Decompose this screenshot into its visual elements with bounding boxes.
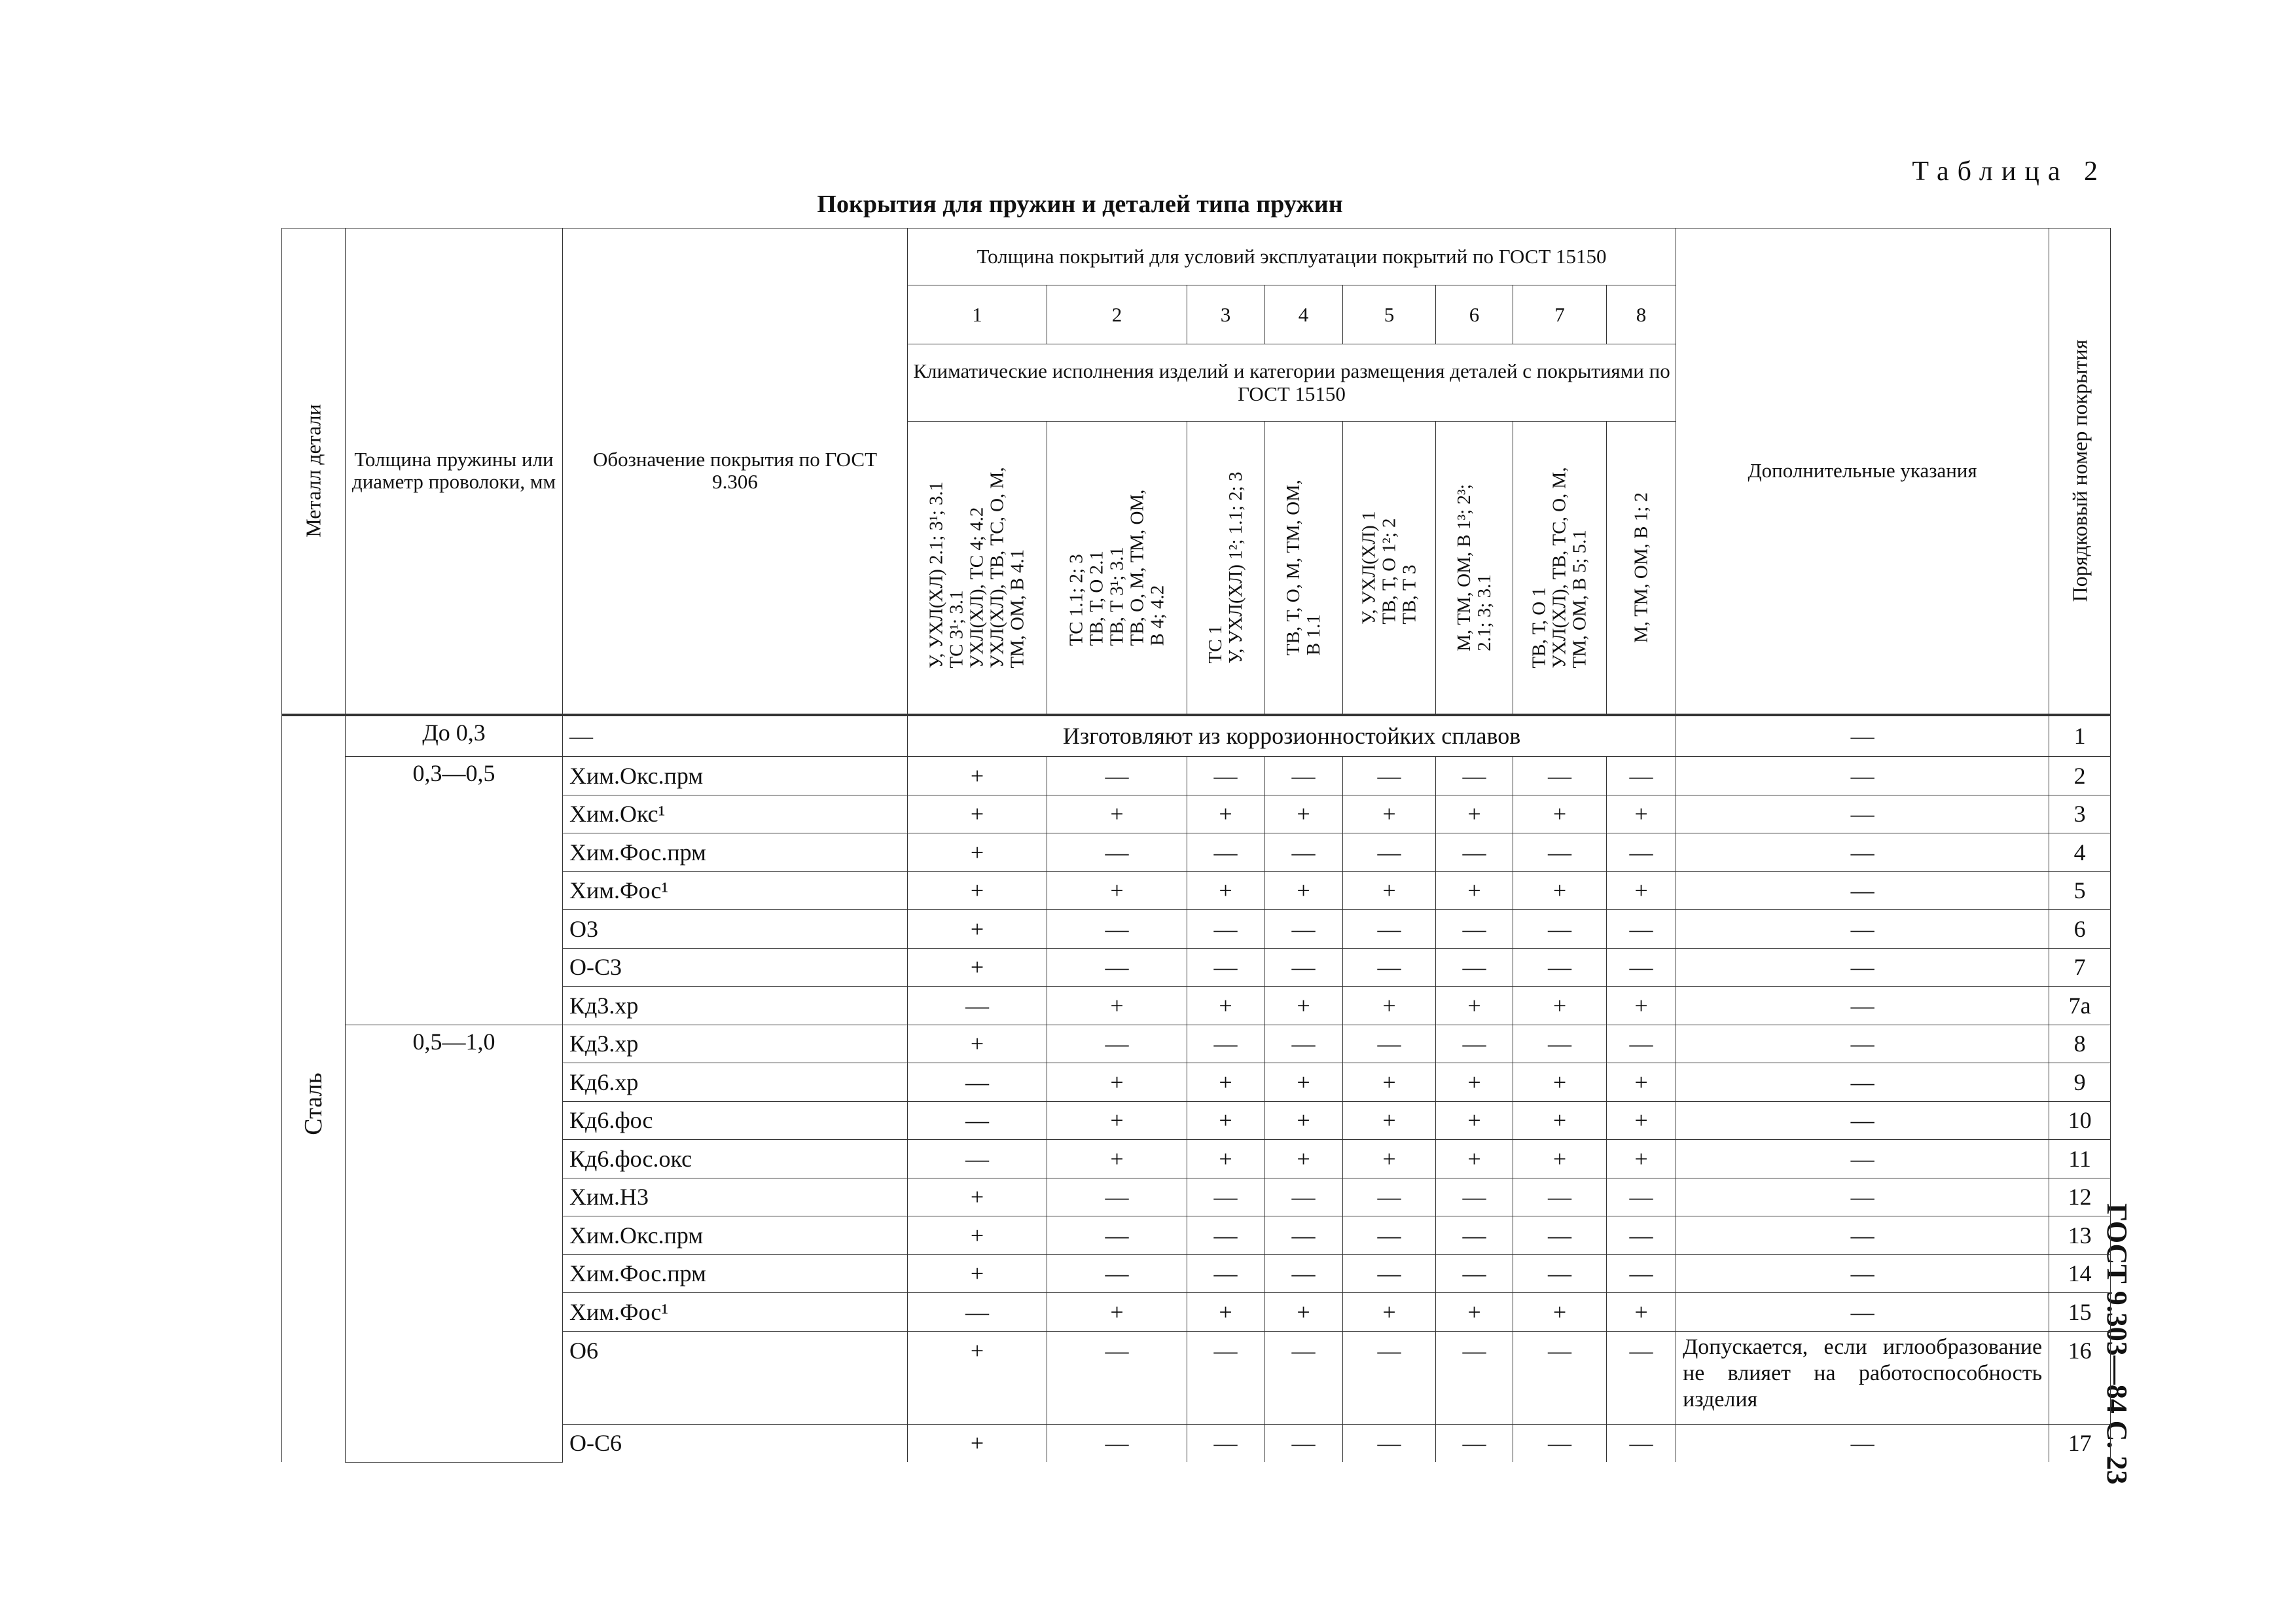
mark-cell: — <box>1436 757 1513 795</box>
header-designation: Обозначение покрытия по ГОСТ 9.306 <box>563 228 908 715</box>
order-cell: 3 <box>2049 795 2111 833</box>
header-order <box>2049 228 2111 715</box>
mark-cell: — <box>1187 1216 1265 1255</box>
order-cell: 14 <box>2049 1254 2111 1293</box>
mark-cell: — <box>1343 1025 1436 1063</box>
mark-cell: + <box>1187 1101 1265 1140</box>
climate-text-8: М, ТМ, ОМ, В 1; 2 <box>1630 492 1652 643</box>
mark-cell: — <box>1513 833 1607 872</box>
header-order-label: Порядковый номер покрытия <box>2068 339 2092 602</box>
mark-cell: + <box>908 910 1047 949</box>
metal-label: Сталь <box>300 1072 327 1135</box>
note-cell: — <box>1676 910 2049 949</box>
mark-cell: — <box>1265 948 1343 987</box>
header-climate: Климатические исполнения изделий и категории размещения деталей с покрытиями по ГОСТ 15150 <box>908 344 1676 422</box>
mark-cell: — <box>1265 1178 1343 1216</box>
condition-number-8: 8 <box>1607 285 1676 344</box>
order-cell: 7а <box>2049 987 2111 1025</box>
mark-cell: — <box>1187 1025 1265 1063</box>
mark-cell: + <box>908 833 1047 872</box>
mark-cell: + <box>1187 1140 1265 1178</box>
mark-cell: — <box>1343 757 1436 795</box>
climate-text-3: ТС 1 У, УХЛ(ХЛ) 1²; 1.1; 2; 3 <box>1204 471 1246 664</box>
mark-cell: — <box>1513 1254 1607 1293</box>
mark-cell: — <box>1607 757 1676 795</box>
mark-cell: — <box>1265 833 1343 872</box>
mark-cell: + <box>1436 987 1513 1025</box>
note-cell: — <box>1676 948 2049 987</box>
note-cell: — <box>1676 1140 2049 1178</box>
mark-cell: — <box>1436 1216 1513 1255</box>
note-cell: — <box>1676 1254 2049 1293</box>
designation-cell: Хим.Фос.прм <box>563 833 908 872</box>
mark-cell: — <box>1607 1178 1676 1216</box>
note-cell: — <box>1676 871 2049 910</box>
mark-cell: — <box>1047 757 1187 795</box>
mark-cell: + <box>1436 1293 1513 1332</box>
climate-header-2 <box>1047 422 1187 715</box>
mark-cell: + <box>1436 1101 1513 1140</box>
climate-text-4: ТВ, Т, О, М, ТМ, ОМ, В 1.1 <box>1282 479 1324 655</box>
designation-cell: Кд6.фос.окс <box>563 1140 908 1178</box>
header-notes: Дополнительные указания <box>1676 228 2049 715</box>
mark-cell: + <box>1047 871 1187 910</box>
note-cell: — <box>1676 757 2049 795</box>
mark-cell: + <box>908 795 1047 833</box>
mark-cell: + <box>908 948 1047 987</box>
note-cell: — <box>1676 1025 2049 1063</box>
designation-cell: Кд6.хр <box>563 1063 908 1102</box>
span-text-cell: Изготовляют из коррозионностойких сплавов <box>908 715 1676 757</box>
order-cell: 13 <box>2049 1216 2111 1255</box>
designation-cell: Хим.Окс.прм <box>563 1216 908 1255</box>
condition-number-2: 2 <box>1047 285 1187 344</box>
designation-cell: О-С3 <box>563 948 908 987</box>
mark-cell: + <box>1513 1293 1607 1332</box>
mark-cell: — <box>1265 910 1343 949</box>
mark-cell: — <box>1047 1025 1187 1063</box>
mark-cell: — <box>1513 910 1607 949</box>
mark-cell: + <box>1436 1140 1513 1178</box>
note-cell: — <box>1676 795 2049 833</box>
mark-cell: — <box>1265 1025 1343 1063</box>
mark-cell: + <box>1047 795 1187 833</box>
mark-cell: + <box>1047 1293 1187 1332</box>
mark-cell: + <box>908 1025 1047 1063</box>
mark-cell: — <box>1436 1025 1513 1063</box>
mark-cell: — <box>1047 1424 1187 1462</box>
mark-cell: + <box>908 757 1047 795</box>
mark-cell: + <box>1187 1293 1265 1332</box>
mark-cell: — <box>1187 1424 1265 1462</box>
condition-number-7: 7 <box>1513 285 1607 344</box>
mark-cell: + <box>1607 1063 1676 1102</box>
note-cell: — <box>1676 833 2049 872</box>
mark-cell: — <box>1513 1025 1607 1063</box>
metal-cell <box>282 715 346 1463</box>
designation-cell: Кд3.хр <box>563 1025 908 1063</box>
mark-cell: — <box>1436 1254 1513 1293</box>
mark-cell: + <box>1343 1063 1436 1102</box>
mark-cell: + <box>1436 871 1513 910</box>
mark-cell: + <box>1047 1063 1187 1102</box>
mark-cell: — <box>1436 833 1513 872</box>
order-cell: 4 <box>2049 833 2111 872</box>
mark-cell: + <box>1513 1140 1607 1178</box>
order-cell: 15 <box>2049 1293 2111 1332</box>
mark-cell: + <box>1047 987 1187 1025</box>
mark-cell: + <box>908 1331 1047 1424</box>
note-cell: — <box>1676 1293 2049 1332</box>
note-cell: — <box>1676 1424 2049 1462</box>
mark-cell: + <box>1436 795 1513 833</box>
order-cell: 10 <box>2049 1101 2111 1140</box>
condition-number-6: 6 <box>1436 285 1513 344</box>
mark-cell: + <box>1513 871 1607 910</box>
mark-cell: + <box>1343 987 1436 1025</box>
mark-cell: — <box>1265 1254 1343 1293</box>
mark-cell: — <box>1343 1178 1436 1216</box>
mark-cell: + <box>1265 1063 1343 1102</box>
mark-cell: — <box>1513 1178 1607 1216</box>
mark-cell: + <box>1265 1101 1343 1140</box>
designation-cell: — <box>563 715 908 757</box>
note-cell: Допускается, если иглообразование не влияет на работоспособность изделия <box>1676 1331 2049 1424</box>
header-conditions: Толщина покрытий для условий эксплуатации покрытий по ГОСТ 15150 <box>908 228 1676 285</box>
mark-cell: — <box>1047 1216 1187 1255</box>
mark-cell: — <box>1513 757 1607 795</box>
designation-cell: Хим.Фос.прм <box>563 1254 908 1293</box>
mark-cell: + <box>1343 1101 1436 1140</box>
mark-cell: — <box>1343 833 1436 872</box>
note-cell: — <box>1676 1178 2049 1216</box>
note-cell: — <box>1676 987 2049 1025</box>
climate-header-1 <box>908 422 1047 715</box>
mark-cell: — <box>1187 1178 1265 1216</box>
order-cell: 8 <box>2049 1025 2111 1063</box>
note-cell: — <box>1676 1101 2049 1140</box>
table-body <box>282 715 2111 1463</box>
header-thickness: Толщина пружины или диаметр проволоки, мм <box>346 228 563 715</box>
mark-cell: — <box>1607 1216 1676 1255</box>
order-cell: 5 <box>2049 871 2111 910</box>
mark-cell: — <box>1607 1254 1676 1293</box>
mark-cell: + <box>1607 1293 1676 1332</box>
mark-cell: — <box>908 1063 1047 1102</box>
mark-cell: + <box>1187 871 1265 910</box>
mark-cell: — <box>908 1101 1047 1140</box>
header-metal <box>282 228 346 715</box>
designation-cell: Хим.Окс¹ <box>563 795 908 833</box>
mark-cell: — <box>1047 1178 1187 1216</box>
mark-cell: + <box>1607 795 1676 833</box>
condition-number-5: 5 <box>1343 285 1436 344</box>
table-row <box>282 757 2111 795</box>
mark-cell: + <box>1436 1063 1513 1102</box>
designation-cell: Кд3.хр <box>563 987 908 1025</box>
mark-cell: + <box>1265 871 1343 910</box>
mark-cell: — <box>1343 1216 1436 1255</box>
mark-cell: — <box>1343 1331 1436 1424</box>
mark-cell: + <box>1187 987 1265 1025</box>
designation-cell: Хим.Окс.прм <box>563 757 908 795</box>
mark-cell: — <box>1047 1331 1187 1424</box>
climate-header-4 <box>1265 422 1343 715</box>
condition-number-4: 4 <box>1265 285 1343 344</box>
mark-cell: — <box>1343 948 1436 987</box>
climate-header-6 <box>1436 422 1513 715</box>
mark-cell: + <box>908 1424 1047 1462</box>
order-cell: 16 <box>2049 1331 2111 1424</box>
mark-cell: — <box>908 987 1047 1025</box>
climate-header-3 <box>1187 422 1265 715</box>
mark-cell: — <box>1607 1025 1676 1063</box>
designation-cell: О-С6 <box>563 1424 908 1462</box>
note-cell: — <box>1676 715 2049 757</box>
page-code: ГОСТ 9.303—84 С. 23 <box>2101 1203 2133 1485</box>
order-cell: 11 <box>2049 1140 2111 1178</box>
mark-cell: + <box>1343 1293 1436 1332</box>
thickness-cell: До 0,3 <box>346 715 563 757</box>
mark-cell: + <box>1343 795 1436 833</box>
mark-cell: — <box>1047 833 1187 872</box>
designation-cell: О6 <box>563 1331 908 1424</box>
mark-cell: — <box>1047 1254 1187 1293</box>
climate-text-7: ТВ, Т, О 1 УХЛ(ХЛ), ТВ, ТС, О, М, ТМ, ОМ, В 5; 5.1 <box>1528 467 1590 668</box>
mark-cell: — <box>1513 948 1607 987</box>
mark-cell: — <box>908 1140 1047 1178</box>
table-row <box>282 1025 2111 1063</box>
thickness-cell: 0,5—1,0 <box>346 1025 563 1462</box>
mark-cell: — <box>1607 833 1676 872</box>
mark-cell: — <box>1265 1216 1343 1255</box>
mark-cell: + <box>1607 1101 1676 1140</box>
climate-text-2: ТС 1.1; 2; 3 ТВ, Т, О 2.1 ТВ, Т 3¹; 3.1 ТВ, О, М, ТМ, ОМ, В 4; 4.2 <box>1066 489 1168 646</box>
mark-cell: + <box>1047 1101 1187 1140</box>
mark-cell: + <box>1343 1140 1436 1178</box>
mark-cell: — <box>1187 1254 1265 1293</box>
mark-cell: + <box>908 1254 1047 1293</box>
order-cell: 7 <box>2049 948 2111 987</box>
order-cell: 12 <box>2049 1178 2111 1216</box>
order-cell: 17 <box>2049 1424 2111 1462</box>
mark-cell: — <box>1187 1331 1265 1424</box>
mark-cell: + <box>1607 987 1676 1025</box>
designation-cell: Хим.Фос¹ <box>563 871 908 910</box>
designation-cell: Хим.Н3 <box>563 1178 908 1216</box>
climate-text-5: У, УХЛ(ХЛ) 1 ТВ, Т, О 1²; 2 ТВ, Т 3 <box>1358 511 1420 625</box>
mark-cell: — <box>1607 1424 1676 1462</box>
thickness-cell: 0,3—0,5 <box>346 757 563 1025</box>
mark-cell: + <box>1187 1063 1265 1102</box>
coatings-table <box>281 228 2111 1463</box>
mark-cell: + <box>1513 987 1607 1025</box>
mark-cell: + <box>1513 795 1607 833</box>
mark-cell: — <box>1187 833 1265 872</box>
mark-cell: + <box>908 871 1047 910</box>
mark-cell: + <box>1047 1140 1187 1178</box>
mark-cell: — <box>1513 1424 1607 1462</box>
note-cell: — <box>1676 1216 2049 1255</box>
mark-cell: + <box>1265 795 1343 833</box>
mark-cell: — <box>1265 1331 1343 1424</box>
table-title: Покрытия для пружин и деталей типа пружин <box>817 191 1343 218</box>
note-cell: — <box>1676 1063 2049 1102</box>
mark-cell: — <box>1047 948 1187 987</box>
mark-cell: + <box>1513 1101 1607 1140</box>
climate-text-1: У, УХЛ(ХЛ) 2.1; 3¹; 3.1 ТС 3¹; 3.1 УХЛ(ХЛ), ТС 4; 4.2 УХЛ(ХЛ), ТВ, ТС, О, М, ТМ, ОМ, В 4.1 <box>925 467 1028 668</box>
designation-cell: Хим.Фос¹ <box>563 1293 908 1332</box>
table-label: Таблица 2 <box>1912 156 2106 187</box>
mark-cell: — <box>1607 910 1676 949</box>
mark-cell: — <box>1343 910 1436 949</box>
mark-cell: — <box>1436 1424 1513 1462</box>
mark-cell: — <box>1607 1331 1676 1424</box>
order-cell: 6 <box>2049 910 2111 949</box>
order-cell: 9 <box>2049 1063 2111 1102</box>
mark-cell: — <box>1436 1178 1513 1216</box>
order-cell: 2 <box>2049 757 2111 795</box>
mark-cell: + <box>1265 1293 1343 1332</box>
mark-cell: — <box>1047 910 1187 949</box>
climate-header-7 <box>1513 422 1607 715</box>
order-cell: 1 <box>2049 715 2111 757</box>
condition-number-3: 3 <box>1187 285 1265 344</box>
climate-header-5 <box>1343 422 1436 715</box>
climate-header-8 <box>1607 422 1676 715</box>
mark-cell: + <box>1343 871 1436 910</box>
mark-cell: — <box>1187 948 1265 987</box>
table-row <box>282 715 2111 757</box>
mark-cell: — <box>1436 910 1513 949</box>
mark-cell: — <box>1607 948 1676 987</box>
mark-cell: — <box>1187 910 1265 949</box>
mark-cell: — <box>908 1293 1047 1332</box>
header-metal-label: Металл детали <box>301 404 325 538</box>
designation-cell: Кд6.фос <box>563 1101 908 1140</box>
mark-cell: + <box>1513 1063 1607 1102</box>
mark-cell: + <box>908 1178 1047 1216</box>
mark-cell: + <box>1265 987 1343 1025</box>
mark-cell: — <box>1265 757 1343 795</box>
mark-cell: — <box>1343 1424 1436 1462</box>
mark-cell: — <box>1513 1216 1607 1255</box>
mark-cell: — <box>1343 1254 1436 1293</box>
mark-cell: — <box>1513 1331 1607 1424</box>
mark-cell: + <box>1187 795 1265 833</box>
mark-cell: + <box>1607 1140 1676 1178</box>
mark-cell: + <box>908 1216 1047 1255</box>
climate-text-6: М, ТМ, ОМ, В 1³; 2³; 2.1; 3; 3.1 <box>1453 484 1495 651</box>
mark-cell: — <box>1187 757 1265 795</box>
designation-cell: О3 <box>563 910 908 949</box>
mark-cell: — <box>1436 948 1513 987</box>
mark-cell: + <box>1265 1140 1343 1178</box>
mark-cell: — <box>1265 1424 1343 1462</box>
mark-cell: + <box>1607 871 1676 910</box>
mark-cell: — <box>1436 1331 1513 1424</box>
condition-number-1: 1 <box>908 285 1047 344</box>
